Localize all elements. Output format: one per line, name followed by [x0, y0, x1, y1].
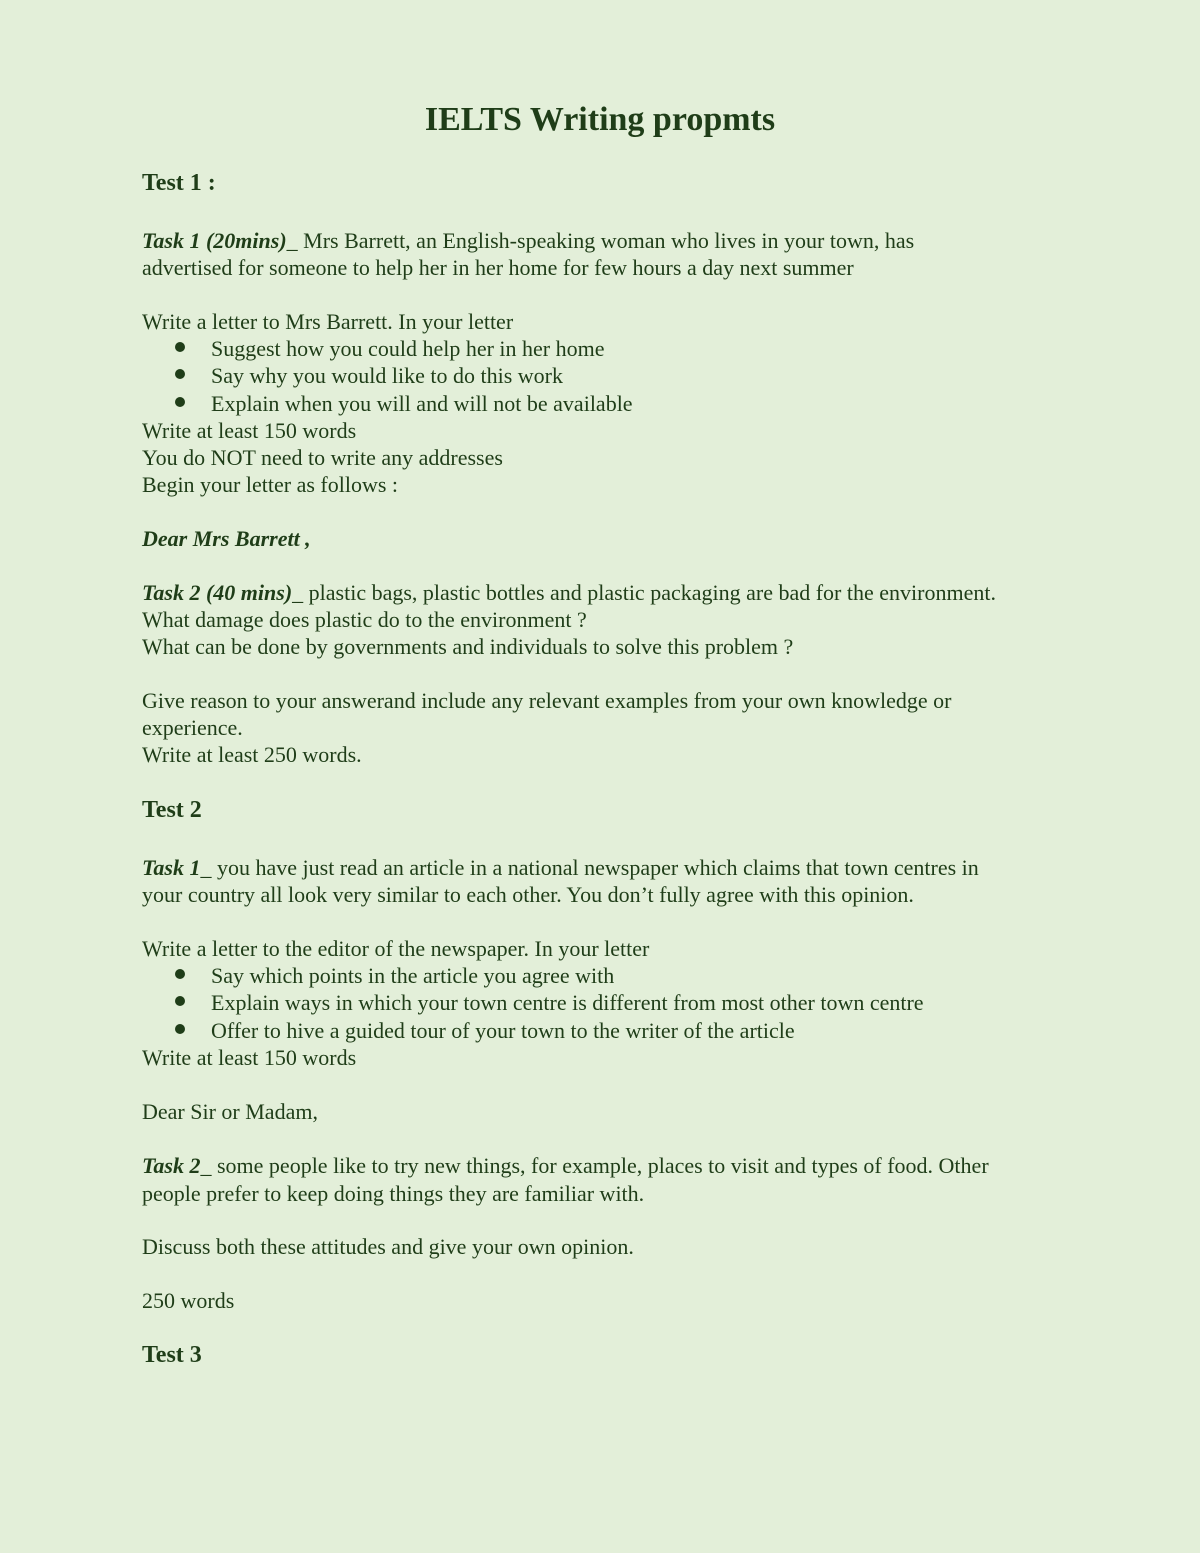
- test2-task1-word-count: Write at least 150 words: [142, 1045, 357, 1070]
- test2-task1-bullet-2: Explain ways in which your town centre is different from most other town centre: [211, 990, 924, 1015]
- test1-task2-question2: What can be done by governments and individuals to solve this problem ?: [142, 634, 794, 659]
- test1-task1-bullet-1: Suggest how you could help her in her home: [211, 336, 605, 361]
- test1-task1-word-count: Write at least 150 words: [142, 418, 357, 443]
- test1-task2-reason-line2: experience.: [142, 715, 243, 740]
- test1-task2-label: Task 2 (40 mins): [142, 580, 293, 605]
- test1-heading: Test 1 :: [142, 170, 216, 196]
- test1-task1-label: Task 1 (20mins): [142, 228, 287, 253]
- test1-task1-text-line2: advertised for someone to help her in her home for few hours a day next summer: [142, 255, 854, 280]
- bullet-icon: [175, 342, 185, 352]
- test1-task2-reason-line1: Give reason to your answerand include any relevant examples from your own knowledge or: [142, 688, 952, 713]
- test1-task1-begin: Begin your letter as follows :: [142, 472, 399, 497]
- test2-task2-discuss: Discuss both these attitudes and give your own opinion.: [142, 1234, 634, 1259]
- test1-task1-no-address: You do NOT need to write any addresses: [142, 445, 503, 470]
- bullet-icon: [175, 369, 185, 379]
- test3-heading: Test 3: [142, 1342, 202, 1368]
- test1-task2-text-line1: _ plastic bags, plastic bottles and plastic packaging are bad for the environment.: [292, 580, 996, 605]
- bullet-icon: [175, 996, 185, 1006]
- test2-task1-text-line1: _ you have just read an article in a national newspaper which claims that town centres in: [200, 855, 979, 880]
- test1-task2-question1: What damage does plastic do to the environment ?: [142, 607, 587, 632]
- test2-task1-label: Task 1: [142, 855, 201, 880]
- test1-task2-paragraph: [142, 579, 996, 606]
- test2-task1-bullet-1: Say which points in the article you agree with: [211, 963, 615, 988]
- test1-task1-bullet-3: Explain when you will and will not be available: [211, 391, 633, 416]
- test1-task1-salutation: Dear Mrs Barrett ,: [142, 526, 311, 551]
- test2-task2-word-count: 250 words: [142, 1288, 235, 1313]
- test2-task1-bullet-3: Offer to hive a guided tour of your town to the writer of the article: [211, 1018, 795, 1043]
- test2-task1-paragraph: [142, 854, 979, 881]
- test2-task1-instruction: Write a letter to the editor of the newspaper. In your letter: [142, 936, 650, 961]
- test1-task1-text-line1: _ Mrs Barrett, an English-speaking woman who lives in your town, has: [286, 228, 915, 253]
- document-title: IELTS Writing propmts: [424, 101, 776, 138]
- test2-heading: Test 2: [142, 797, 202, 823]
- test2-task2-label: Task 2: [142, 1153, 201, 1178]
- test1-task1-paragraph: [142, 227, 914, 254]
- test1-task2-word-count: Write at least 250 words.: [142, 742, 362, 767]
- test2-task1-text-line2: your country all look very similar to each other. You don’t fully agree with this opinion.: [142, 882, 914, 907]
- test2-task2-paragraph: [142, 1152, 989, 1179]
- test1-task1-bullet-2: Say why you would like to do this work: [211, 363, 563, 388]
- test1-task1-instruction: Write a letter to Mrs Barrett. In your letter: [142, 309, 514, 334]
- test2-task2-text-line2: people prefer to keep doing things they are familiar with.: [142, 1181, 645, 1206]
- test2-task2-text-line1: _ some people like to try new things, for example, places to visit and types of food. Other: [200, 1153, 989, 1178]
- bullet-icon: [175, 397, 185, 407]
- test2-task1-salutation: Dear Sir or Madam,: [142, 1099, 318, 1124]
- bullet-icon: [175, 969, 185, 979]
- bullet-icon: [175, 1024, 185, 1034]
